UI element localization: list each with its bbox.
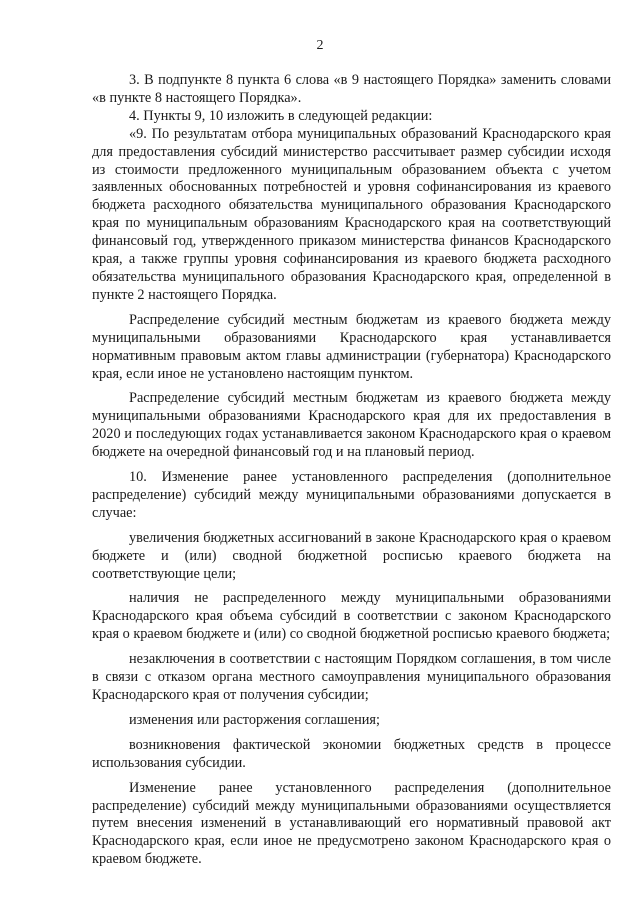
- paragraph-distribution-2: Распределение субсидий местным бюджетам из краевого бюджета между муниципальными образованиями Краснодарского края для их предоставления в 2020 и последующих годах устанавливается законом Краснодарского края о краевом бюджете на очередной финансовый год и на плановый период.: [92, 390, 611, 461]
- paragraph-case-2: наличия не распределенного между муниципальными образованиями Краснодарского края объема субсидий в соответствии с законом Краснодарского края о краевом бюджете и (или) со сводной бюджетной росписью краевого бюджета;: [92, 590, 611, 643]
- paragraph-point-10: 10. Изменение ранее установленного распределения (дополнительное распределение) субсидий между муниципальными образованиями допускается в случае:: [92, 469, 611, 521]
- paragraph-case-5: возникновения фактической экономии бюджетных средств в процессе использования субсидии.: [92, 736, 611, 771]
- paragraph-item-3: 3. В подпункте 8 пункта 6 слова «в 9 настоящего Порядка» заменить словами «в пункте 8 настоящего Порядка».: [92, 72, 611, 106]
- document-body: [92, 72, 611, 869]
- page-number: 2: [316, 38, 324, 53]
- paragraph-case-4: изменения или расторжения соглашения;: [129, 711, 380, 728]
- paragraph-case-3: незаключения в соответствии с настоящим Порядком соглашения, в том числе в связи с отказом органа местного самоуправления муниципального образования Краснодарского края от получения субсидии;: [92, 651, 611, 703]
- paragraph-distribution-1: Распределение субсидий местным бюджетам из краевого бюджета между муниципальными образованиями Краснодарского края устанавливается нормативным правовым актом главы администрации (губернатора) Краснодарского края, если иное не установлено настоящим пунктом.: [92, 311, 611, 382]
- paragraph-change-procedure: Изменение ранее установленного распределения (дополнительное распределение) субсидий между муниципальными образованиями осуществляется путем внесения изменений в устанавливающий его нормативный правовой акт Краснодарского края, если иное не предусмотрено законом Краснодарского края о краевом бюджете.: [92, 779, 611, 868]
- paragraph-point-9: «9. По результатам отбора муниципальных образований Краснодарского края для предоставления субсидий министерство рассчитывает размер субсидии исходя из стоимости предложенного муниципальным образованием объекта с учетом заявленных обоснованных потребностей и уровня софинансирования из краевого бюджета расходного обязательства муниципального образования Краснодарского края по муниципальным образованиям Краснодарского края на соответствующий финансовый год, утвержденного приказом министерства финансов Краснодарского края, а также группы уровня софинансирования из краевого бюджета расходного обязательства муниципального образования Краснодарского края, определенной в пункте 2 настоящего Порядка.: [92, 125, 611, 303]
- paragraph-case-1: увеличения бюджетных ассигнований в законе Краснодарского края о краевом бюджете и (или) сводной бюджетной росписью краевого бюджета на соответствующие цели;: [92, 529, 611, 582]
- paragraph-item-4: 4. Пункты 9, 10 изложить в следующей редакции:: [129, 107, 433, 124]
